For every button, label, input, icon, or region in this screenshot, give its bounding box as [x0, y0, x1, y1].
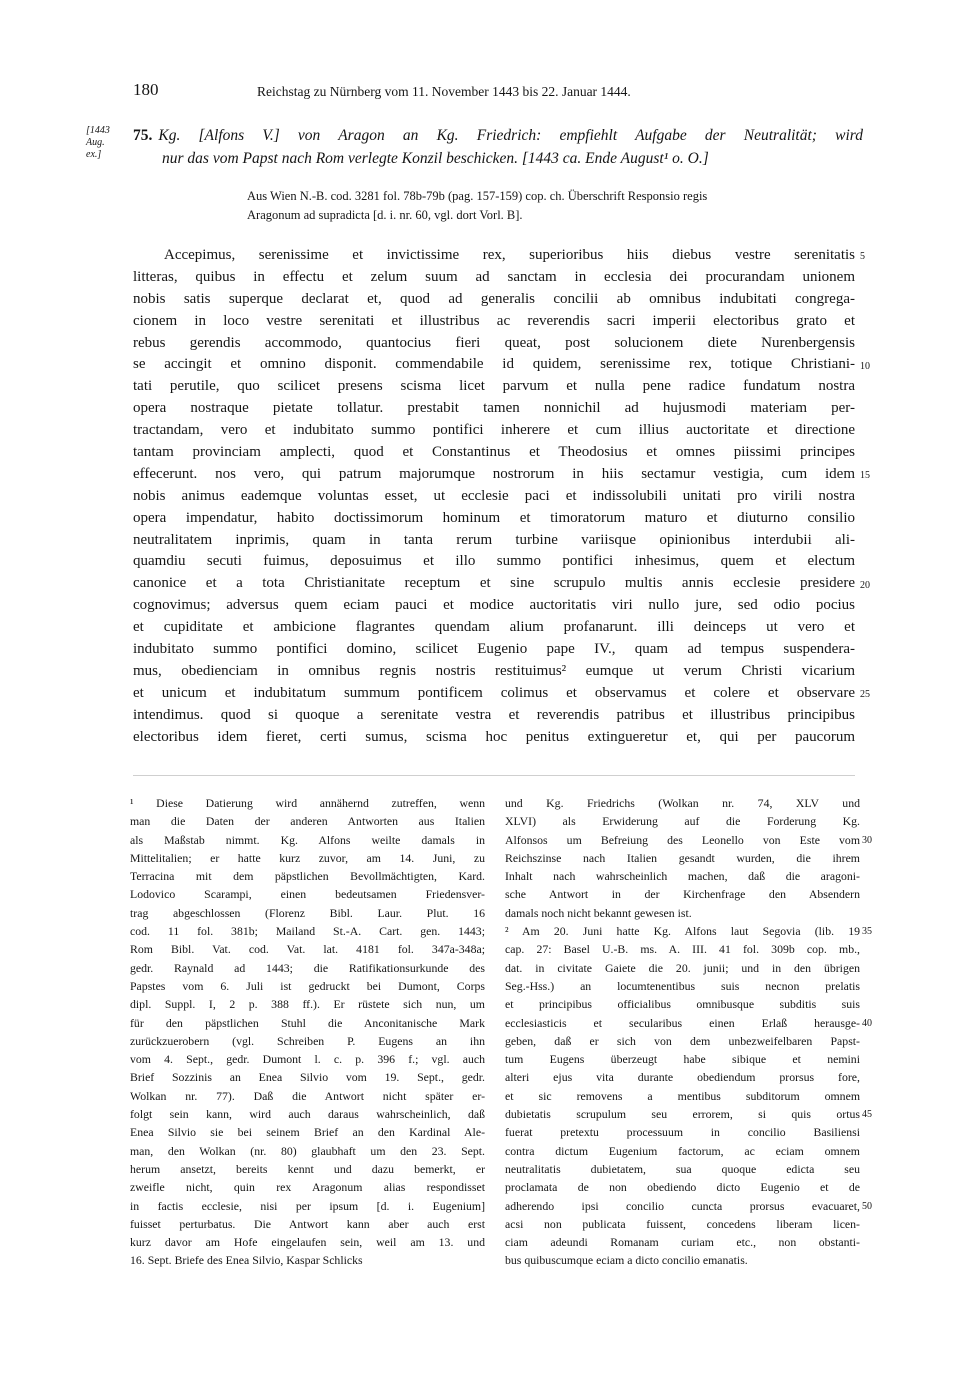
footnote-divider: [133, 775, 855, 776]
margin-date-line: [1443: [86, 125, 110, 136]
footnote-line: fuerat pretextu processuum in concilio Basiliensi: [505, 1125, 860, 1140]
footnote-line: proclamata de non obediendo dicto Eugenio et de: [505, 1180, 860, 1195]
footnote-line: trag abgeschlossen (Florenz Bibl. Laur. Plut. 16: [130, 905, 485, 920]
page-number: 180: [133, 80, 159, 99]
footnote-line: tum Eugens überzeugt habe sibique et nemini: [505, 1052, 860, 1067]
footnotes-right-column: [505, 794, 860, 1270]
footnote-line: vom 4. Sept., gedr. Dumont l. c. p. 396 f.; vgl. auch: [130, 1052, 485, 1067]
footnote-line: und Kg. Friedrichs (Wolkan nr. 74, XLV und: [505, 796, 860, 810]
text-line: tractandam, vero et indubitato summo pontifici inherere et cum illius auctoritate et directione: [133, 422, 855, 439]
footnote-line: man die Daten der anderen Antworten aus Italien: [130, 814, 485, 829]
footnote-line: dat. in civitate Gaiete die 20. junii; und in den übrigen: [505, 960, 860, 975]
source-note: [247, 187, 855, 225]
line-number: 20: [860, 579, 870, 591]
text-line: opera impendatur, habito doctissimorum hominum et timoratorum maturo et diuturno consilio: [133, 509, 855, 526]
text-line: Accepimus, serenissime et invictissime rex, superioribus hiis diebus vestre serenitatis: [164, 247, 855, 263]
footnote-line: zurückzuerobern (vgl. Schreiben P. Eugens an ihn: [130, 1033, 485, 1048]
main-text: [133, 245, 855, 748]
heading-line-2: nur das vom Papst nach Rom verlegte Konzil beschicken. [1443 ca. Ende August¹ o. O.]: [162, 150, 709, 167]
text-line: se accingit et omnino disponit. commendabile id quidem, serenissime rex, totique Christiani-: [133, 356, 855, 373]
footnote-line: Inhalt nach wahrscheinlich machen, daß die aragoni-: [505, 869, 860, 884]
text-line: quamdiu secuti fuimus, deposuimus et illo summo pontifici inhesimus, quem et electum: [133, 553, 855, 570]
footnote-line: kurz davor am Hofe eingelaufen sein, weil am 13. und: [130, 1235, 485, 1250]
text-line: mus, obedienciam in omnibus regnis nostris restituimus² eumque ut verum Christi vicarium: [133, 662, 855, 679]
footnote-line: damals noch nicht bekannt gewesen ist.: [505, 905, 692, 920]
line-number: 25: [860, 689, 870, 700]
footnote-line: geben, daß er sich von dem unbezweifelbaren Papst-: [505, 1033, 860, 1048]
margin-date-line: ex.]: [86, 149, 102, 160]
footnote-line: Papstes vom 6. Juli ist gedruckt bei Dumont, Corps: [130, 978, 485, 993]
footnote-line: folgt sein kann, wird auch daraus wahrscheinlich, daß: [130, 1107, 485, 1122]
footnotes-left-column: [130, 794, 485, 1270]
source-note-line: Aus Wien N.-B. cod. 3281 fol. 78b-79b (pag. 157-159) cop. ch. Überschrift Responsio regis: [247, 189, 708, 203]
text-line: tantam provinciam amplecti, quod et Constantinus et Theodosius et omnes piissimi principes: [133, 444, 855, 461]
footnote-line: alteri ejus vita durante obediendum prorsus fore,: [505, 1070, 860, 1085]
source-note-line: Aragonum ad supradicta [d. i. nr. 60, vgl. dort Vorl. B].: [247, 208, 523, 222]
text-line: intendimus. quod si quoque a serenitate vestra et reverendis patribus et illustribus principibus: [133, 706, 855, 723]
margin-date: [86, 125, 126, 161]
line-number: 10: [860, 360, 870, 372]
footnote-line: gedr. Raynald ad 1443; die Ratifikationsurkunde des: [130, 960, 485, 975]
text-line: nobis satis superque declarat et, quod ad generalis concilii ab omnibus indubitati congrega-: [133, 290, 855, 307]
footnote-line-number: 50: [862, 1200, 872, 1212]
text-line: et cupiditate et ambicione flagrantes quendam alium profanarunt. illi deinceps ut vero et: [133, 619, 855, 636]
text-line: et unicum et indubitatum summum pontificem colimus et observamus et colere et observare: [133, 684, 855, 701]
footnote-line: sche Antwort in der Kirchenfrage den Absendern: [505, 887, 860, 902]
footnote-line: fuisset perturbatus. Die Antwort kann aber auch erst: [130, 1216, 485, 1231]
footnote-line: ecclesiasticis et secularibus einen Erlaß herausge-: [505, 1015, 860, 1030]
footnote-line: acsi non publicata fuissent, concedens liberam licen-: [505, 1216, 860, 1231]
text-line: indubitato summo pontifici domino, scilicet Eugenio pape IV., quam ad tempus suspendera-: [133, 641, 855, 658]
footnote-line-number: 30: [862, 834, 872, 846]
footnote-line: herum ansetzt, bereits kennt und dazu bemerkt, er: [130, 1161, 485, 1176]
footnote-line: Brief Sozzinis an Enea Silvio vom 19. Sept., gedr.: [130, 1070, 485, 1085]
footnote-line: cod. 11 fol. 381b; Mailand St.-A. Cart. gen. 1443;: [130, 924, 485, 939]
footnote-line: Seg.-Hss.) an locumtenentibus suis necnon prelatis: [505, 978, 860, 993]
line-number: 15: [860, 470, 870, 481]
footnote-line: adherendo ipsi concilio cuncta prorsus evacuaret,: [505, 1198, 860, 1213]
footnote-line: Terracina mit dem päpstlichen Bevollmächtigten, Kard.: [130, 869, 485, 884]
footnote-line: man, den Wolkan (nr. 80) glaubhaft um den 23. Sept.: [130, 1143, 485, 1158]
text-line: opera nostraque pietate tollatur. prestabit tamen nonnichil ad hujusmodi materiam per-: [133, 400, 855, 417]
footnote-line: ¹ Diese Datierung wird annähernd zutreffen, wenn: [130, 796, 485, 810]
footnote-line: Enea Silvio sie bei seinem Brief an den Kardinal Ale-: [130, 1125, 485, 1140]
footnote-line: ² Am 20. Juni hatte Kg. Alfons laut Segovia (lib. 19: [505, 924, 860, 939]
footnote-line: in factis ecclesie, nisi per ipsum [d. i. Eugenium]: [130, 1198, 485, 1213]
document-heading: [133, 124, 863, 170]
footnote-line: cap. 27: Basel U.-B. ms. A. III. 41 fol. 309b cop. mb.,: [505, 942, 860, 957]
footnote-line: zweifle nicht, quin rex Aragonum alias respondisset: [130, 1180, 485, 1195]
text-line: tati perutile, quo scilicet presens scisma licet parvum et nulla pene radice fundatum nostra: [133, 378, 855, 395]
text-line: litteras, quibus in effectu et zelum suum ad sanctam in ecclesia dei procurandam unionem: [133, 268, 855, 285]
heading-line-1: [133, 124, 863, 147]
footnote-line: Rom Bibl. Vat. cod. Vat. lat. 4181 fol. 347a-348a;: [130, 942, 485, 957]
footnote-line: dubietatis scrupulum seu errorem, si quis ortus: [505, 1107, 860, 1122]
heading-text-1: Kg. [Alfons V.] von Aragon an Kg. Friedrich: empfiehlt Aufgabe der Neutralität; wird: [158, 127, 863, 144]
footnote-line: als Maßstab nimmt. Kg. Alfons weilte damals in: [130, 832, 485, 847]
margin-date-line: Aug.: [86, 137, 105, 148]
footnote-line: et principibus officialibus omnibusque subditis suis: [505, 997, 860, 1012]
footnote-line: bus quibuscumque eciam a dicto concilio emanatis.: [505, 1253, 748, 1268]
footnote-line: ciam adeundi Romanam curiam etc., non obstanti-: [505, 1235, 860, 1250]
text-line: rebus gerendis accommodo, quantocius fieri queat, post solucionem diete Nurenbergensis: [133, 334, 855, 351]
text-line: cionem in loco vestre serenitati et illustribus ac reverendis sacri imperii electoribus grato et: [133, 312, 855, 329]
footnote-line: contra dictum Eugenium factorum, ac eciam omnem: [505, 1143, 860, 1158]
text-line: effecerunt. nos vero, qui patrum majorumque nostrorum in hiis sectamur vestigia, cum idem: [133, 465, 855, 482]
text-line: canonice et a tota Christianitate receptum et sine scrupulo multis annis ecclesie presidere: [133, 575, 855, 592]
footnote-line-number: 40: [862, 1017, 872, 1029]
footnote-line: dipl. Suppl. I, 2 p. 388 ff.). Er rüstete sich nun, um: [130, 997, 485, 1012]
footnote-line: et sic removens a mentibus subditorum omnem: [505, 1088, 860, 1103]
footnote-line: für den päpstlichen Stuhl die Anconitanische Mark: [130, 1015, 485, 1030]
footnote-line-number: 45: [862, 1109, 872, 1121]
line-number: 5: [860, 251, 865, 262]
text-line: cognovimus; adversus quem eciam pauci et modice auctoritatis viri nullo jure, sed odio pocius: [133, 597, 855, 614]
footnote-line: XLVI) als Erwiderung auf die Forderung Kg.: [505, 814, 860, 829]
footnote-line: Reichszinse nach Italien gesandt wurden, die ihrem: [505, 850, 860, 865]
text-line: neutralitatem inprimis, quam in tanta rerum turbine variisque opinionibus interdubii ali-: [133, 531, 855, 548]
text-line: electoribus idem fieret, certi sumus, scisma hoc penitus extingueretur et, qui per paucorum: [133, 728, 855, 745]
footnote-line: Lodovico Scarampi, einen bedeutsamen Friedensver-: [130, 887, 485, 902]
running-title: Reichstag zu Nürnberg vom 11. November 1443 bis 22. Januar 1444.: [257, 84, 631, 99]
text-line: nobis animus eademque voluntas esset, ut ecclesie paci et indissolubili unitati pro virili nostra: [133, 487, 855, 504]
footnote-line-number: 35: [862, 926, 872, 938]
document-number: 75.: [133, 127, 153, 144]
footnote-line: Wolkan nr. 77). Daß die Antwort nicht später er-: [130, 1088, 485, 1103]
footnote-line: neutralitatis dubietatem, sua quoque edicta seu: [505, 1161, 860, 1176]
footnote-line: Mittelitalien; er hatte kurz zuvor, am 14. Juni, zu: [130, 850, 485, 865]
footnote-line: Alfonsos um Befreiung des Leonello von Este vom: [505, 832, 860, 847]
footnote-line: 16. Sept. Briefe des Enea Silvio, Kaspar Schlicks: [130, 1253, 363, 1268]
